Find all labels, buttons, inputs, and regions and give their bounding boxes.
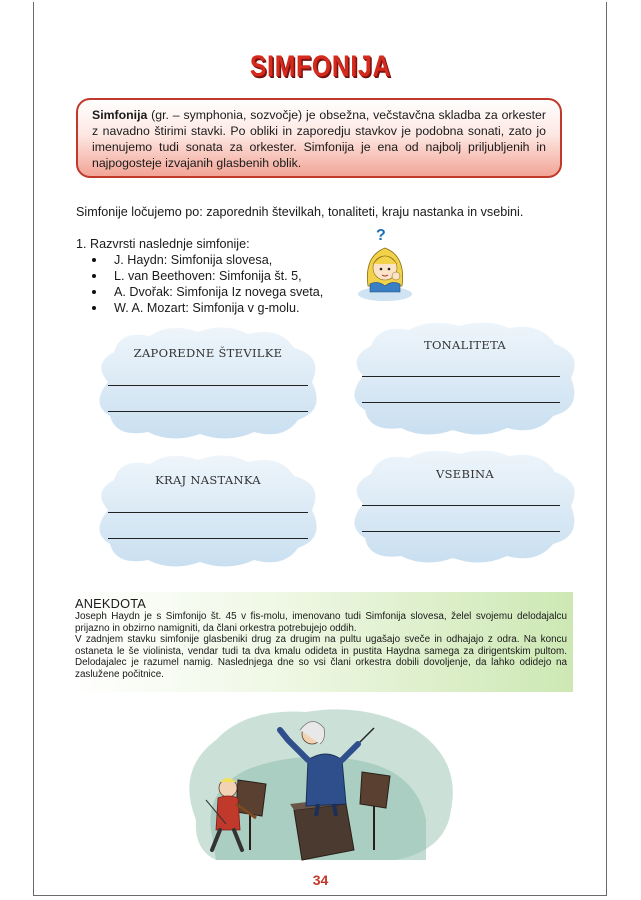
answer-line[interactable] [362, 505, 560, 506]
anecdote-heading: ANEKDOTA [75, 596, 147, 611]
intro-text: Simfonije ločujemo po: zaporednih številkah, tonaliteti, kraju nastanka in vsebini. [76, 205, 524, 219]
list-item: W. A. Mozart: Simfonija v g-molu. [114, 300, 323, 316]
cloud-zaporedne-stevilke [88, 322, 328, 442]
cloud-label: ZAPOREDNE ŠTEVILKE [133, 346, 283, 360]
answer-line[interactable] [108, 385, 308, 386]
list-item: A. Dvořak: Simfonija Iz novega sveta, [114, 285, 324, 299]
page-number: 34 [312, 872, 329, 888]
cloud-label: TONALITETA [423, 338, 507, 352]
conductor-illustration [176, 700, 466, 870]
answer-line[interactable] [108, 512, 308, 513]
definition-term: Simfonija [92, 108, 148, 122]
question-mark: ? [376, 227, 386, 244]
list-item: J. Haydn: Simfonija slovesa, [114, 252, 323, 268]
thinking-child-illustration [356, 226, 414, 309]
answer-line[interactable] [362, 402, 560, 403]
answer-line[interactable] [108, 411, 308, 412]
symphony-list [76, 252, 323, 316]
definition-text: (gr. – symphonia, sozvočje) je obsežna, večstavčna skladba za orkester z navadno štirimi stavki. Po obliki in zaporedju stavkov je podobna sonati, zato jo imenujemo tudi sonata za orkester. Simfonija je ena od najbolj priljubljenih in najpogosteje izvajanih glasbenih oblik. [92, 108, 546, 170]
cloud-vsebina [345, 446, 585, 566]
cloud-label: VSEBINA [435, 467, 495, 481]
cloud-label: KRAJ NASTANKA [155, 473, 261, 487]
answer-line[interactable] [362, 531, 560, 532]
anecdote-box [68, 592, 573, 692]
answer-line[interactable] [108, 538, 308, 539]
task-block [76, 236, 323, 316]
cloud-tonaliteta [345, 318, 585, 438]
task-heading: 1. Razvrsti naslednje simfonije: [76, 237, 250, 251]
anecdote-paragraph: V zadnjem stavku simfonije glasbeniki drug za drugim na pultu ugašajo sveče in odhajajo z odra. Na koncu ostaneta le še violinista, vendar tudi ta dva kmalu odideta in pustita Haydna samega za dirigentskim pultom. Delodajalec je razumel namig. Naslednjega dne so vsi člani orkestra dobili dovoljenje, da lahko odidejo na zaslužene počitnice. [75, 634, 567, 680]
answer-line[interactable] [362, 376, 560, 377]
anecdote-paragraph: Joseph Haydn je s Simfonijo št. 45 v fis-molu, imenovano tudi Simfonija slovesa, želel svojemu delodajalcu prijazno in obzirno namigniti, da člani orkestra potrebujejo oddih. [75, 611, 567, 634]
list-item: L. van Beethoven: Simfonija št. 5, [114, 268, 323, 284]
page-title: SIMFONIJA [249, 50, 392, 83]
definition-box [76, 98, 562, 178]
cloud-kraj-nastanka [88, 450, 328, 570]
